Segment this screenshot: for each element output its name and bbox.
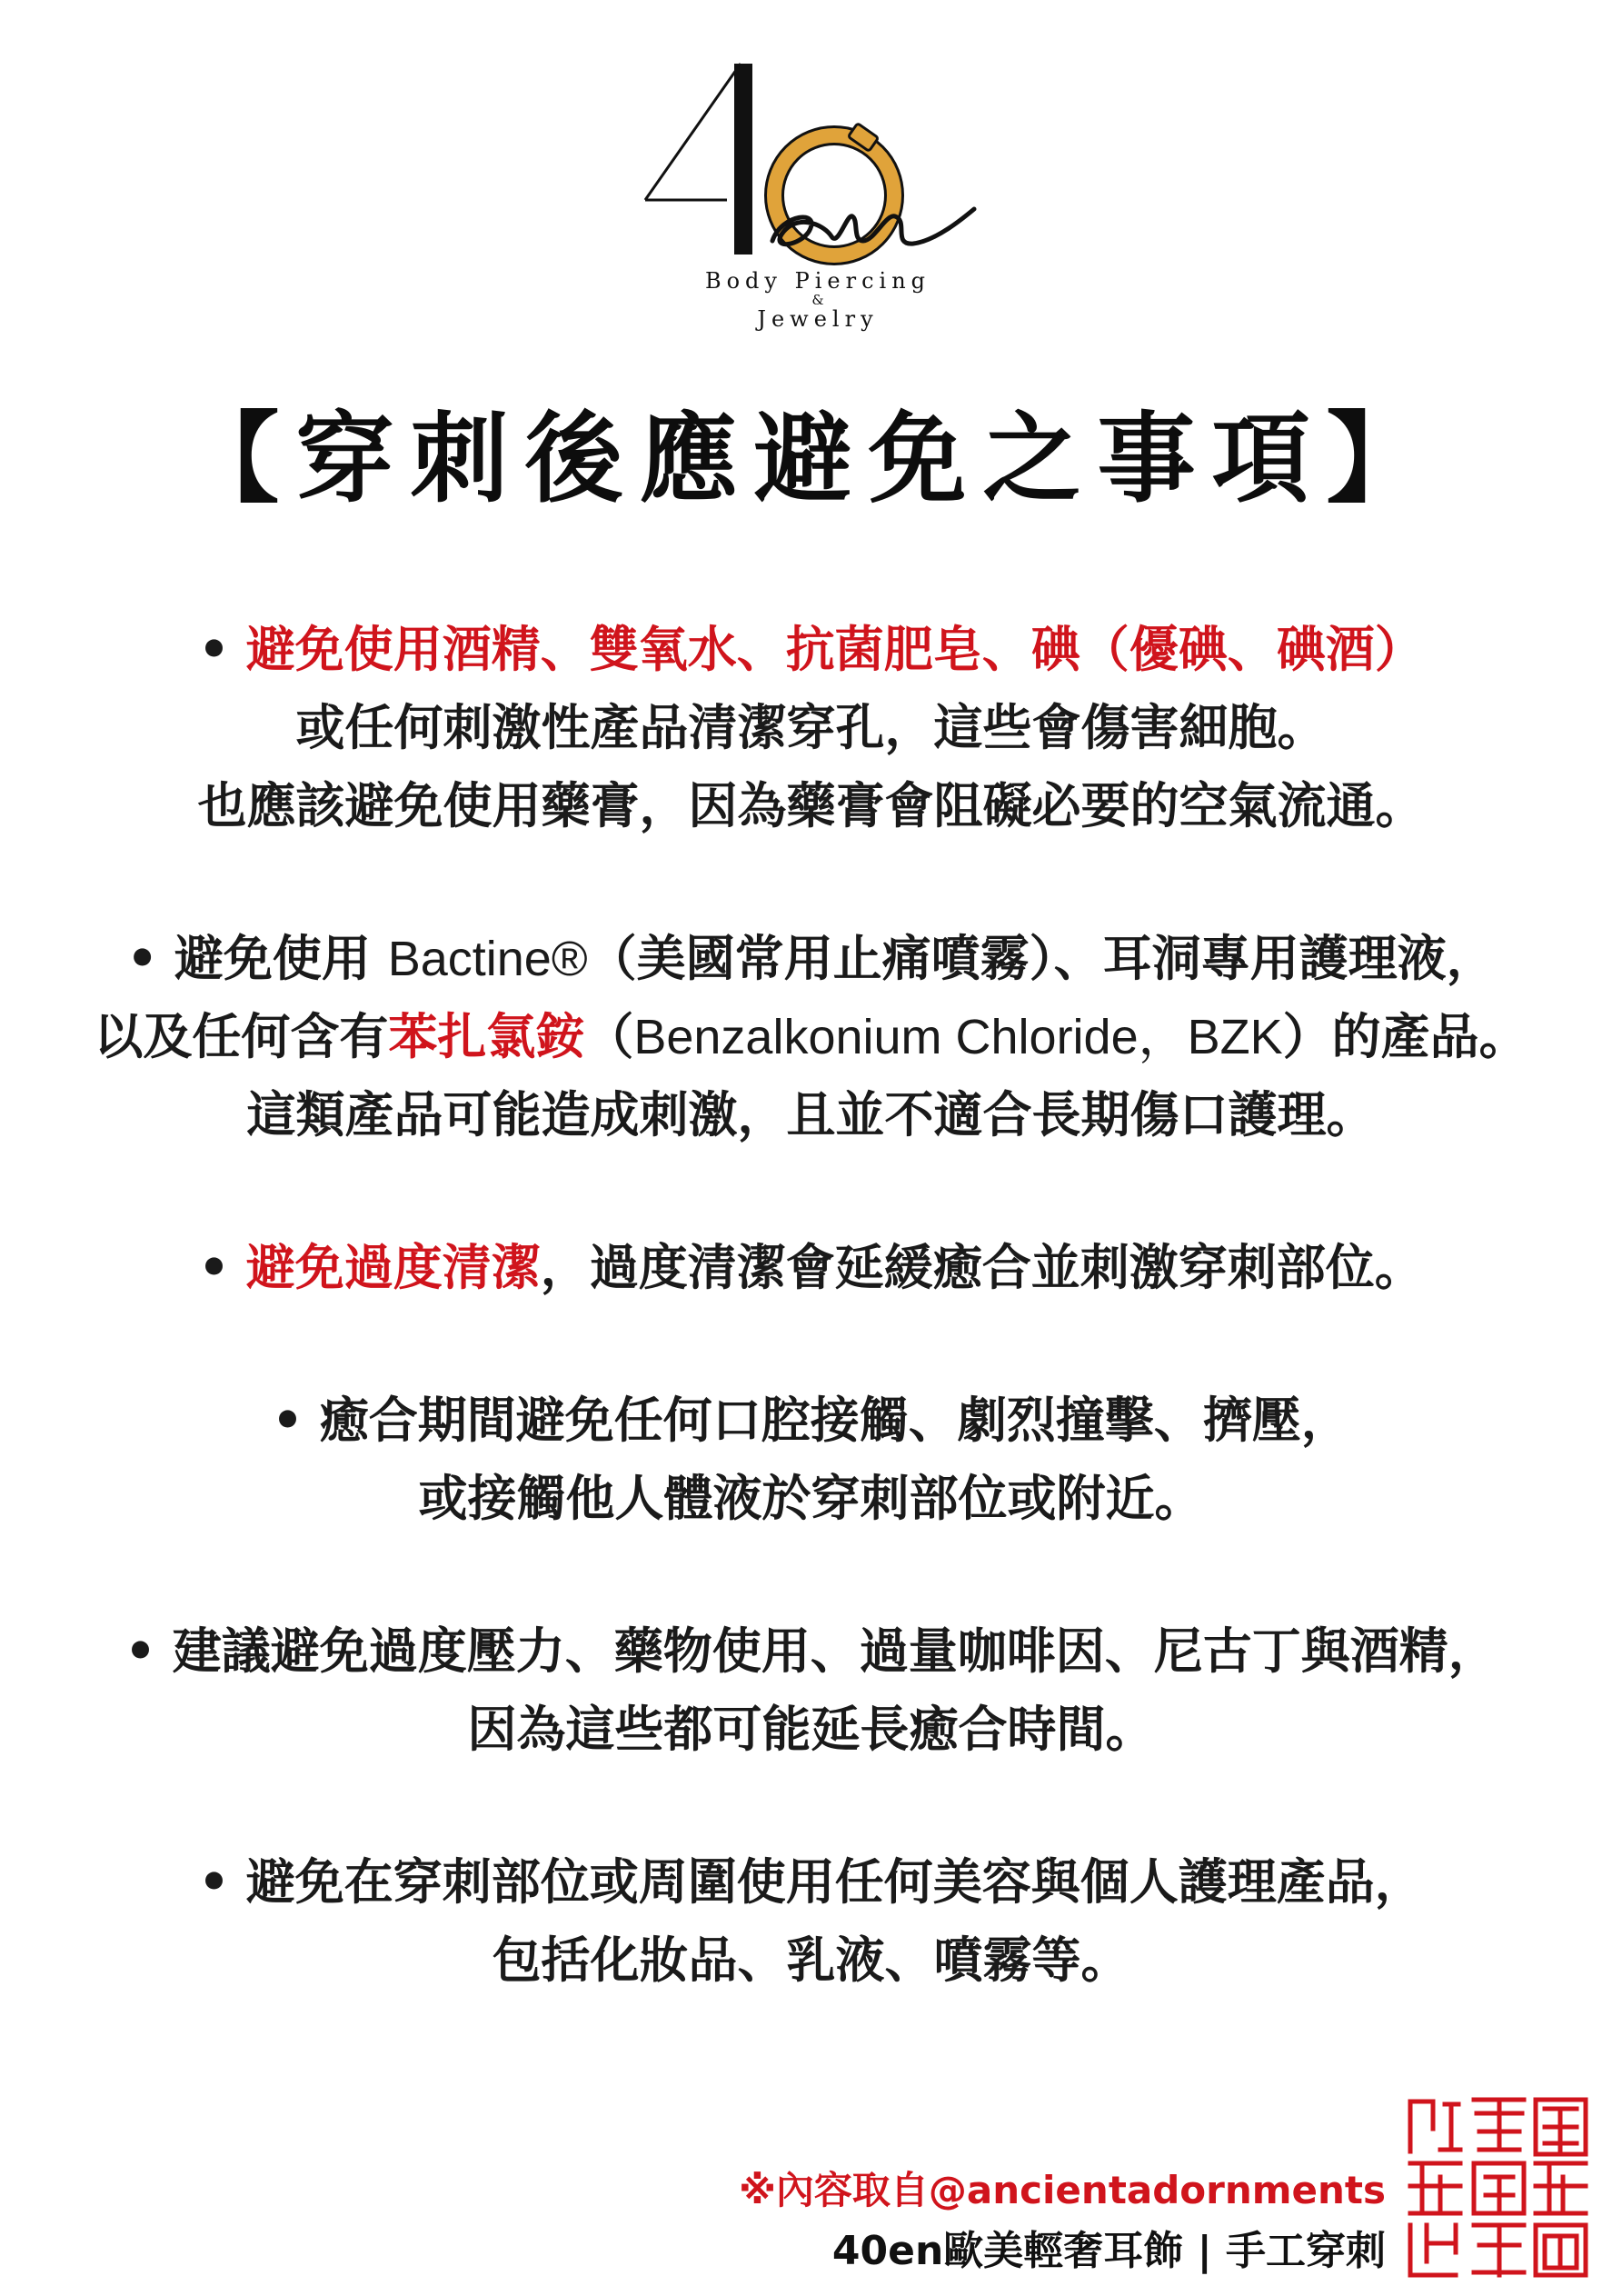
item-4-line-2: 或接觸他人體液於穿刺部位或附近。 [418,1470,1204,1527]
item-3-line-1 [36,1229,1586,1307]
aftercare-list [36,611,1586,2074]
logo-four-glyph [645,64,752,255]
list-item-avoid-cosmetics [36,1843,1586,2000]
bullet-icon: • [198,621,230,678]
footer [739,2161,1386,2283]
list-item-avoid-stress [36,1612,1586,1769]
item-1-line-2: 或任何刺激性產品清潔穿孔，這些會傷害細胞。 [295,699,1327,756]
item-6-line-2: 包括化妝品、乳液、噴霧等。 [492,1932,1130,1989]
item-1-highlight: 避免使用酒精、雙氧水、抗菌肥皂、碘（優碘、碘酒） [245,621,1424,678]
item-1-line-1 [36,611,1586,689]
item-3-text: ，過度清潔會延緩癒合並刺激穿刺部位。 [540,1239,1424,1296]
list-item-avoid-over-cleaning [36,1229,1586,1307]
item-1-line-3: 也應該避免使用藥膏，因為藥膏會阻礙必要的空氣流通。 [197,777,1425,834]
item-2-line2-d: ）的產品。 [1282,1008,1528,1065]
item-2-bactine: Bactine® [387,932,588,986]
list-item-avoid-harsh-cleaners [36,611,1586,845]
bullet-icon: • [272,1392,304,1449]
logo-ring-icon [774,124,894,255]
shop-name: 40en歐美輕奢耳飾 | 手工穿刺 [831,2228,1386,2274]
brand-line-ampersand: & [811,292,824,308]
brand-tagline [636,268,1000,332]
bullet-icon: • [126,930,158,987]
seal-stamp-icon [1399,2091,1597,2281]
item-4-text: 癒合期間避免任何口腔接觸、劇烈撞擊、擠壓， [319,1392,1350,1449]
bullet-icon: • [124,1622,156,1680]
item-2-line2-a: 以及任何含有 [94,1008,389,1065]
item-6-line-1 [36,1843,1586,1922]
item-2-highlight: 苯扎氯銨 [388,1008,585,1065]
brand-line-jewelry: Jewelry [757,306,879,332]
item-2-bzk: Benzalkonium Chloride，BZK [633,1010,1283,1064]
item-4-line-1 [36,1382,1586,1460]
item-5-text: 建議避免過度壓力、藥物使用、過量咖啡因、尼古丁與酒精， [172,1622,1498,1680]
item-6-text: 避免在穿刺部位或周圍使用任何美容與個人護理產品， [245,1853,1424,1911]
item-3-highlight: 避免過度清潔 [245,1239,541,1296]
list-item-avoid-bactine [36,920,1586,1154]
item-5-line-1 [36,1612,1586,1691]
item-2-line-3: 這類產品可能造成刺激，且並不適合長期傷口護理。 [246,1086,1376,1143]
item-5-line-2: 因為這些都可能延長癒合時間。 [467,1701,1155,1758]
brand-line-body-piercing: Body Piercing [704,268,931,294]
page-title: 【穿刺後應避免之事項】 [181,402,1441,516]
item-2-line-1 [36,920,1586,998]
item-2-line-2 [36,998,1586,1076]
item-2-text-c: （美國常用止痛噴霧）、耳洞專用護理液， [587,930,1496,987]
list-item-avoid-contact [36,1382,1586,1538]
bullet-icon: • [198,1239,230,1296]
bullet-icon: • [198,1853,230,1911]
source-credit: ※內容取自@ancientadornments [739,2168,1386,2212]
item-2-line2-b: （ [584,1008,634,1065]
item-2-text-a: 避免使用 [174,930,388,987]
